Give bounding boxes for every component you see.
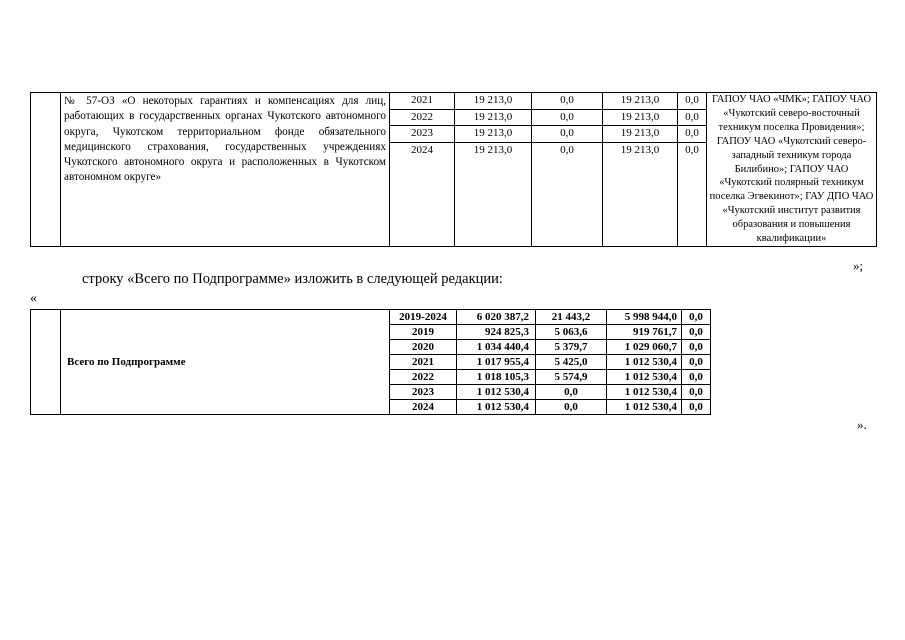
- responsible-executors: ГАПОУ ЧАО «ЧМК»; ГАПОУ ЧАО «Чукотский северо-восточный техникум поселка Провидения»; ГАПОУ ЧАО «Чукотский северо-западный техникум города Билибино»; ГАПОУ ЧАО «Чукотский полярный техникум поселка Эгвекинот»; ГАУ ДПО ЧАО «Чукотский институт развития образования и повышения квалификации»: [707, 93, 877, 247]
- other-cell: 0,0: [682, 310, 711, 325]
- year-cell: 2021: [390, 93, 454, 110]
- activity-description: № 57-ОЗ «О некоторых гарантиях и компенсациях для лиц, работающих в государственных органах Чукотского автономного округа, Чукотском территориальном фонде обязательного медицинского страхования, государственных учреждениях Чукотского автономного округа и расположенных в Чукотском автономном округе»: [61, 93, 390, 247]
- other-cell: 0,0: [682, 325, 711, 340]
- other-cell: 0,0: [682, 340, 711, 355]
- year-cell: 2019-2024: [390, 310, 457, 325]
- row-number-cell: [31, 310, 61, 415]
- total-cell: 924 825,3: [457, 325, 536, 340]
- regional-cell: 19 213,0: [603, 110, 677, 127]
- year-cell: 2023: [390, 385, 457, 400]
- instruction-text: строку «Всего по Подпрограмме» изложить в следующей редакции:: [82, 271, 503, 287]
- year-cell: 2020: [390, 340, 457, 355]
- federal-cell: 0,0: [560, 143, 574, 156]
- table-row: [31, 93, 877, 247]
- federal-cell: 0,0: [532, 126, 602, 143]
- other-cell: 0,0: [685, 143, 699, 156]
- total-cell: 1 012 530,4: [457, 385, 536, 400]
- other-cell: 0,0: [678, 126, 706, 143]
- federal-cell: 5 425,0: [536, 355, 607, 370]
- other-cell: 0,0: [682, 370, 711, 385]
- federal-cell: 0,0: [536, 385, 607, 400]
- year-cell: 2022: [390, 110, 454, 127]
- regional-cell: 19 213,0: [603, 126, 677, 143]
- regional-cell: 1 029 060,7: [607, 340, 682, 355]
- other-cell: 0,0: [682, 385, 711, 400]
- federal-cell: 5 063,6: [536, 325, 607, 340]
- regional-cell: 919 761,7: [607, 325, 682, 340]
- program-activity-table: [30, 92, 877, 247]
- year-cell: 2024: [390, 400, 457, 415]
- subprogram-total-title: Всего по Подпрограмме: [61, 310, 390, 415]
- year-cell: 2022: [390, 370, 457, 385]
- federal-cell: 0,0: [532, 110, 602, 127]
- years-column: [390, 93, 455, 247]
- total-column: [455, 93, 532, 247]
- federal-column: [532, 93, 603, 247]
- opening-quote: «: [30, 291, 37, 306]
- other-cell: 0,0: [678, 110, 706, 127]
- year-cell: 2021: [390, 355, 457, 370]
- regional-cell: 1 012 530,4: [607, 355, 682, 370]
- federal-cell: 0,0: [532, 93, 602, 110]
- total-cell: 1 017 955,4: [457, 355, 536, 370]
- regional-column: [603, 93, 678, 247]
- table-row: [31, 310, 711, 325]
- total-cell: 1 034 440,4: [457, 340, 536, 355]
- total-cell: 19 213,0: [473, 143, 513, 156]
- regional-cell: 1 012 530,4: [607, 370, 682, 385]
- total-cell: 19 213,0: [455, 110, 531, 127]
- other-column: [678, 93, 707, 247]
- total-cell: 6 020 387,2: [457, 310, 536, 325]
- regional-cell: 19 213,0: [603, 93, 677, 110]
- regional-cell: 1 012 530,4: [607, 400, 682, 415]
- federal-cell: 5 379,7: [536, 340, 607, 355]
- subprogram-total-table: [30, 309, 711, 415]
- row-number-cell: [31, 93, 61, 247]
- total-cell: 19 213,0: [455, 126, 531, 143]
- total-cell: 1 018 105,3: [457, 370, 536, 385]
- closing-quote-final: ».: [857, 417, 867, 432]
- year-cell: 2019: [390, 325, 457, 340]
- closing-quote: »;: [853, 258, 864, 273]
- other-cell: 0,0: [682, 400, 711, 415]
- other-cell: 0,0: [678, 93, 706, 110]
- year-cell: 2024: [411, 143, 433, 156]
- regional-cell: 1 012 530,4: [607, 385, 682, 400]
- other-cell: 0,0: [682, 355, 711, 370]
- regional-cell: 19 213,0: [620, 143, 660, 156]
- federal-cell: 5 574,9: [536, 370, 607, 385]
- year-cell: 2023: [390, 126, 454, 143]
- regional-cell: 5 998 944,0: [607, 310, 682, 325]
- federal-cell: 0,0: [536, 400, 607, 415]
- total-cell: 1 012 530,4: [457, 400, 536, 415]
- total-cell: 19 213,0: [455, 93, 531, 110]
- federal-cell: 21 443,2: [536, 310, 607, 325]
